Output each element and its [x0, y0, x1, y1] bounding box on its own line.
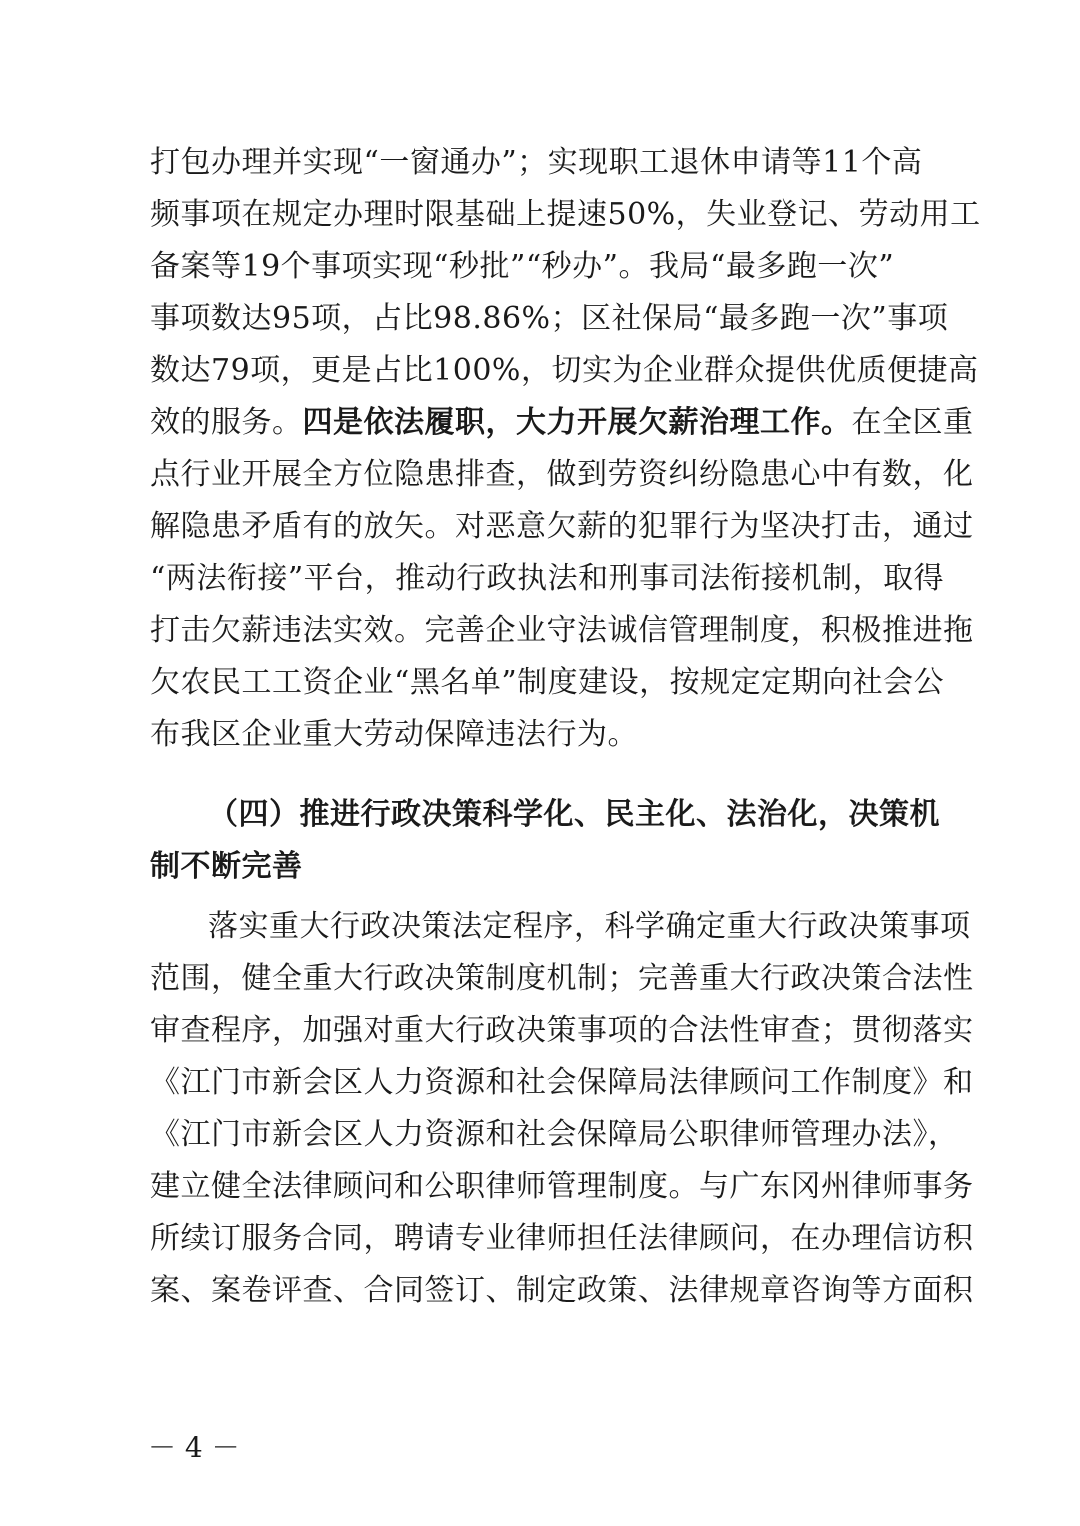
text-line: 打包办理并实现“一窗通办”；实现职工退休申请等11个高 [150, 145, 923, 180]
text-line: 所续订服务合同，聘请专业律师担任法律顾问，在办理信访积 [150, 1221, 974, 1256]
text-line: 建立健全法律顾问和公职律师管理制度。与广东冈州律师事务 [150, 1169, 974, 1204]
text-line: 打击欠薪违法实效。完善企业守法诚信管理制度，积极推进拖 [150, 613, 974, 648]
text-segment: 在全区重 [851, 405, 974, 440]
section-heading: （四）推进行政决策科学化、民主化、法治化，决策机 [208, 797, 940, 832]
text-line: 布我区企业重大劳动保障违法行为。 [150, 717, 638, 752]
text-line: 频事项在规定办理时限基础上提速50%，失业登记、劳动用工 [150, 197, 981, 232]
text-line: 落实重大行政决策法定程序，科学确定重大行政决策事项 [208, 909, 971, 944]
text-line: 欠农民工工资企业“黑名单”制度建设，按规定定期向社会公 [150, 665, 945, 700]
text-line: 范围，健全重大行政决策制度机制；完善重大行政决策合法性 [150, 961, 974, 996]
text-line: 数达79项，更是占比100%，切实为企业群众提供优质便捷高 [150, 353, 979, 388]
text-line: “两法衔接”平台，推动行政执法和刑事司法衔接机制，取得 [150, 561, 945, 596]
text-line: 解隐患矛盾有的放矢。对恶意欠薪的犯罪行为坚决打击，通过 [150, 509, 974, 544]
bold-emphasis: 四是依法履职，大力开展欠薪治理工作。 [302, 405, 852, 440]
text-line: 案、案卷评查、合同签订、制定政策、法律规章咨询等方面积 [150, 1273, 974, 1308]
section-heading-continued: 制不断完善 [150, 849, 303, 884]
text-line: 《江门市新会区人力资源和社会保障局法律顾问工作制度》和 [150, 1065, 974, 1100]
text-line: 点行业开展全方位隐患排查，做到劳资纠纷隐患心中有数，化 [150, 457, 974, 492]
text-line-with-emphasis [150, 403, 974, 443]
text-line: 《江门市新会区人力资源和社会保障局公职律师管理办法》， [150, 1117, 959, 1152]
text-line: 审查程序，加强对重大行政决策事项的合法性审查；贯彻落实 [150, 1013, 974, 1048]
page-number: － 4 － [148, 1431, 240, 1464]
text-segment: 效的服务。 [150, 405, 303, 440]
text-line: 事项数达95项，占比98.86%；区社保局“最多跑一次”事项 [150, 301, 949, 336]
text-line: 备案等19个事项实现“秒批”“秒办”。我局“最多跑一次” [150, 249, 895, 284]
